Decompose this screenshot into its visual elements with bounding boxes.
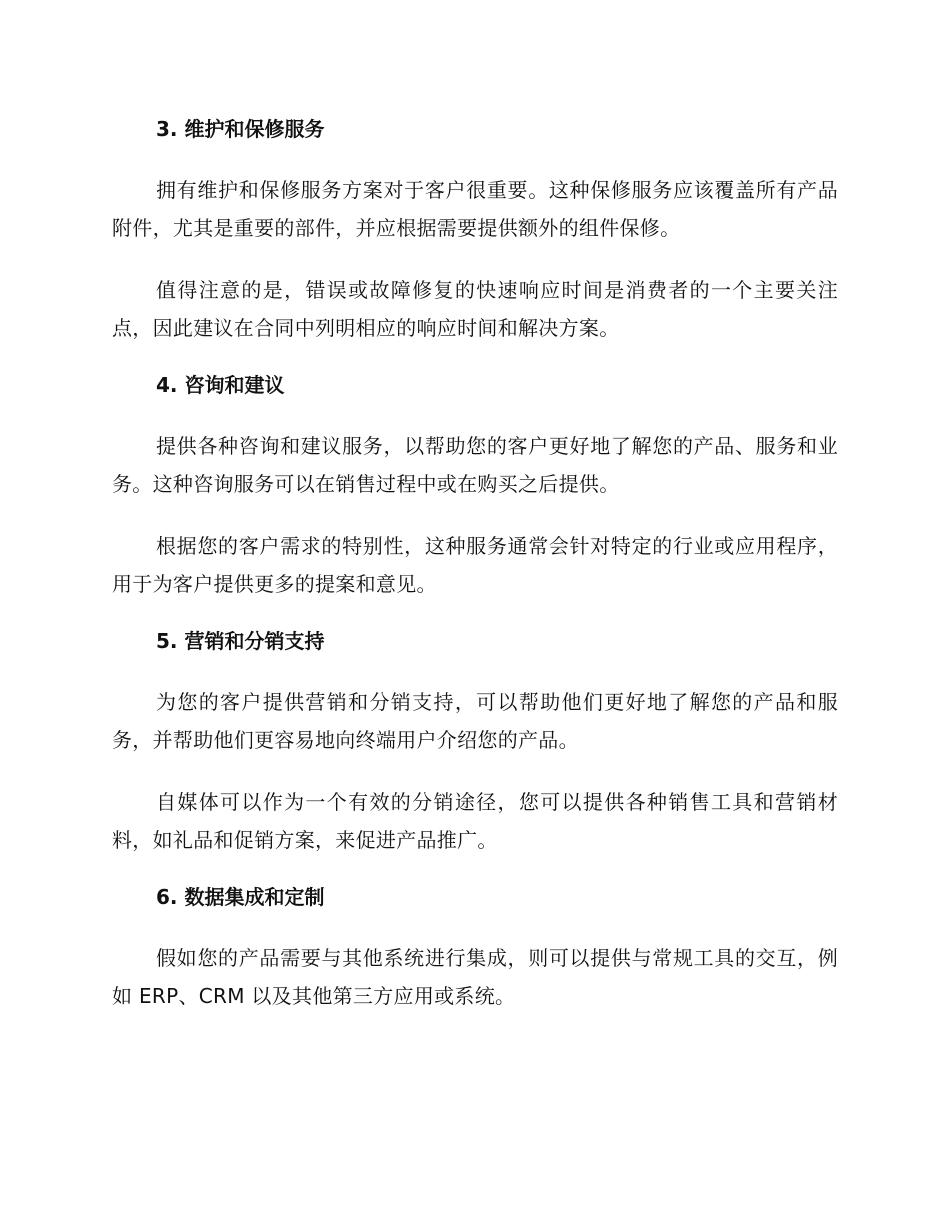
section-heading: 4. 咨询和建议 xyxy=(156,373,285,397)
paragraph: 根据您的客户需求的特别性，这种服务通常会针对特定的行业或应用程序，用于为客户提供更多的提案和意见。 xyxy=(112,534,838,596)
section-heading: 3. 维护和保修服务 xyxy=(156,117,325,141)
paragraph: 假如您的产品需要与其他系统进行集成，则可以提供与常规工具的交互，例如 ERP、CRM 以及其他第三方应用或系统。 xyxy=(112,946,838,1008)
paragraph: 自媒体可以作为一个有效的分销途径，您可以提供各种销售工具和营销材料，如礼品和促销方案，来促进产品推广。 xyxy=(112,790,838,852)
paragraph: 为您的客户提供营销和分销支持，可以帮助他们更好地了解您的产品和服务，并帮助他们更容易地向终端用户介绍您的产品。 xyxy=(112,690,838,752)
section-heading: 6. 数据集成和定制 xyxy=(156,885,325,909)
section-heading: 5. 营销和分销支持 xyxy=(156,629,325,653)
paragraph: 提供各种咨询和建议服务，以帮助您的客户更好地了解您的产品、服务和业务。这种咨询服务可以在销售过程中或在购买之后提供。 xyxy=(112,434,838,496)
paragraph: 拥有维护和保修服务方案对于客户很重要。这种保修服务应该覆盖所有产品附件，尤其是重要的部件，并应根据需要提供额外的组件保修。 xyxy=(112,178,838,240)
paragraph: 值得注意的是，错误或故障修复的快速响应时间是消费者的一个主要关注点，因此建议在合同中列明相应的响应时间和解决方案。 xyxy=(112,278,838,340)
